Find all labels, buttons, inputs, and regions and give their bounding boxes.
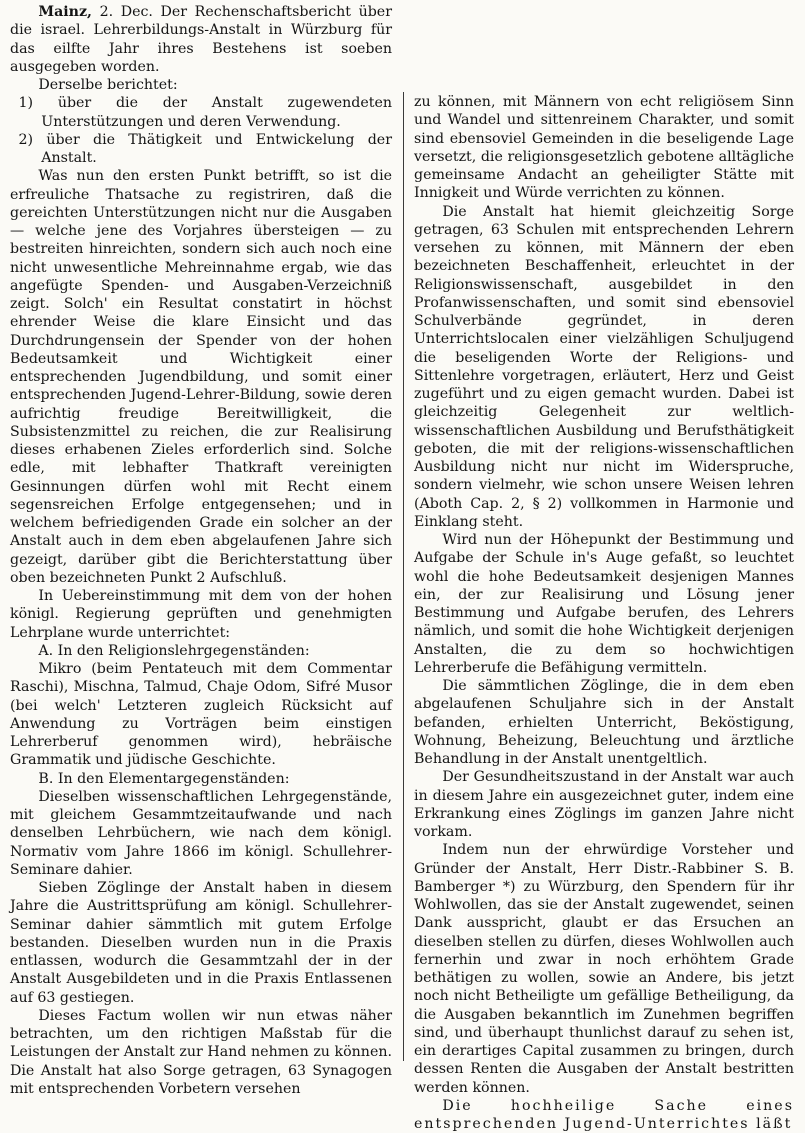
article-paragraph: In Uebereinstimmung mit dem von der hohen königl. Regierung geprüften und genehmigten Lehrplane wurde unterrichtet: bbox=[10, 588, 392, 641]
article-paragraph: Dieselben wissenschaftlichen Lehrgegenstände, mit gleichem Gesammtzeitaufwande und nach denselben Lehrbüchern, wie nach dem königl. Normativ vom Jahre 1866 im königl. Schullehrer-Seminare dahier. bbox=[10, 788, 392, 878]
article-paragraph: Wird nun der Höhepunkt der Bestimmung und Aufgabe der Schule in's Auge gefaßt, so leuchtet wohl die hohe Bedeutsamkeit desjenigen Mannes ein, der zur Realisirung und Lösung jener Bestimmung und Aufgabe berufen, des Lehrers nämlich, und somit die hohe Wichtigkeit derjenigen Anstalten, die zu dem so hochwichtigen Lehrerberufe die Befähigung vermitteln. bbox=[414, 532, 794, 676]
article-paragraph: 1) über die der Anstalt zugewendeten Unterstützungen und deren Verwendung. bbox=[18, 95, 392, 130]
article-paragraph: Indem nun der ehrwürdige Vorsteher und Gründer der Anstalt, Herr Distr.-Rabbiner S. B. Bamberger *) zu Würzburg, den Spendern für ihr Wohlwollen, das sie der Anstalt zugewendet, seinen Dank ausspricht, glaubt er das Ersuchen an dieselben stellen zu dürfen, dieses Wohlwollen auch fernerhin und zwar in noch erhöhtem Grade bethätigen zu wollen, sowie an Andere, bis jetzt noch nicht Betheiligte um gefällige Betheiligung, da die Ausgaben bekanntlich im Zunehmen begriffen sind, und überhaupt thunlichst darauf zu sehen ist, ein derartiges Capital zusammen zu bringen, durch dessen Renten die Ausgaben der Anstalt bestritten werden können. bbox=[414, 842, 794, 1096]
article-paragraph: Was nun den ersten Punkt betrifft, so ist die erfreuliche Thatsache zu registriren, daß die gereichten Unterstützungen nicht nur die Ausgaben — welche jene des Vorjahres übersteigen — zu bestreiten hinreichten, sondern sich auch noch eine nicht unwesentliche Mehreinnahme ergab, wie das angefügte Spenden- und Ausgaben-Verzeichniß zeigt. Solch' ein Resultat constatirt in höchst ehrender Weise die klare Einsicht und das Durchdrungensein der Spender von der hohen Bedeutsamkeit und Wichtigkeit einer entsprechenden Jugendbildung, und somit einer entsprechenden Jugend-Lehrer-Bildung, sowie deren aufrichtig freudige Bereitwilligkeit, die Subsistenzmittel zu reichen, die zur Realisirung dieses erhabenen Zieles erforderlich sind. Solche edle, mit lebhafter Thatkraft vereinigten Gesinnungen dürfen wohl mit Recht einem segensreichen Erfolge entgegensehen; und in welchem befriedigenden Grade ein solcher an der Anstalt auch in dem eben abgelaufenen Jahre sich gezeigt, darüber gibt die Berichterstattung über oben bezeichneten Punkt 2 Aufschluß. bbox=[10, 168, 392, 586]
article-paragraph: A. In den Religionslehrgegenständen: bbox=[38, 642, 310, 659]
article-paragraph: Sieben Zöglinge der Anstalt haben in diesem Jahre die Austrittsprüfung am königl. Schullehrer-Seminar dahier sämmtlich mit gutem Erfolge bestanden. Dieselben wurden nun in die Praxis entlassen, wodurch die Gesammtzahl der in der Anstalt Ausgebildeten und in die Praxis Entlassenen auf 63 gestiegen. bbox=[10, 880, 392, 1006]
article-paragraph: Derselbe berichtet: bbox=[38, 77, 178, 93]
article-paragraph: Die sämmtlichen Zöglinge, die in dem eben abgelaufenen Schuljahre sich in der Anstalt befanden, erhielten Unterricht, Beköstigung, Wohnung, Beheizung, Beleuchtung und ärztliche Behandlung in der Anstalt unentgeltlich. bbox=[414, 678, 794, 767]
lead-text: 2. Dec. Der Rechenschaftsbericht über die israel. Lehrerbildungs-Anstalt in Würzburg für das eilfte Jahr ihres Bestehens ist soeben ausgegeben worden. bbox=[10, 4, 392, 75]
article-paragraph: Dieses Factum wollen wir nun etwas näher betrachten, um den richtigen Maßstab für die Leistungen der Anstalt zur Hand nehmen zu können. Die Anstalt hat also Sorge getragen, 63 Synagogen mit entsprechenden Vorbetern versehen bbox=[10, 1007, 392, 1097]
right-column bbox=[414, 93, 794, 1132]
column-divider bbox=[403, 92, 404, 1061]
dateline-paragraph bbox=[10, 3, 392, 76]
article-paragraph: B. In den Elementargegenständen: bbox=[38, 770, 290, 787]
article-paragraph: zu können, mit Männern von echt religiösem Sinn und Wandel und sittenreinem Charakter, und somit sind ebensoviel Gemeinden in die beseligende Lage versetzt, die religionsgesetzlich gebotene alltägliche gemeinsame Andacht an geheiligter Stätte mit Innigkeit und Würde verrichten zu können. bbox=[414, 94, 794, 202]
left-column bbox=[10, 3, 392, 1097]
article-paragraph: Der Gesundheitszustand in der Anstalt war auch in diesem Jahre ein ausgezeichnet guter, indem eine Erkrankung eines Zöglings im ganzen Jahre nicht vorkam. bbox=[414, 769, 794, 840]
article-paragraph: Die Anstalt hat hiemit gleichzeitig Sorge getragen, 63 Schulen mit entsprechenden Lehrern versehen zu können, mit Männern der eben bezeichneten Beschaffenheit, erleuchtet in der Religionswissenschaft, ausgebildet in den Profanwissenschaften, und somit sind ebensoviel Schulverbände gegründet, in deren Unterrichtslocalen einer vielzähligen Schuljugend die beseligenden Worte der Religions- und Sittenlehre vorgetragen, erläutert, Herz und Geist zugeführt und zu eigen gemacht wurden. Dabei ist gleichzeitig Gelegenheit zur weltlich-wissenschaftlichen Ausbildung und Berufsthätigkeit geboten, die mit der religions-wissenschaftlichen Ausbildung nicht nur nicht im Widerspruche, sondern vielmehr, wie schon unsere Weisen lehren (Aboth Cap. 2, § 2) vollkommen in Harmonie und Einklang steht. bbox=[414, 203, 794, 530]
place-name: Mainz, bbox=[38, 4, 92, 20]
article-paragraph: Die hochheilige Sache eines entsprechenden Jugend-Unterrichtes läßt bbox=[414, 1097, 794, 1132]
article-paragraph: Mikro (beim Pentateuch mit dem Commentar Raschi), Mischna, Talmud, Chaje Odom, Sifré Musor (bei welch' Letzteren zugleich Rücksicht auf Anwendung zu Vorträgen beim einstigen Lehrerberuf genommen wird), hebräische Grammatik und jüdische Geschichte. bbox=[10, 661, 392, 769]
article-paragraph: 2) über die Thätigkeit und Entwickelung der Anstalt. bbox=[18, 131, 392, 166]
